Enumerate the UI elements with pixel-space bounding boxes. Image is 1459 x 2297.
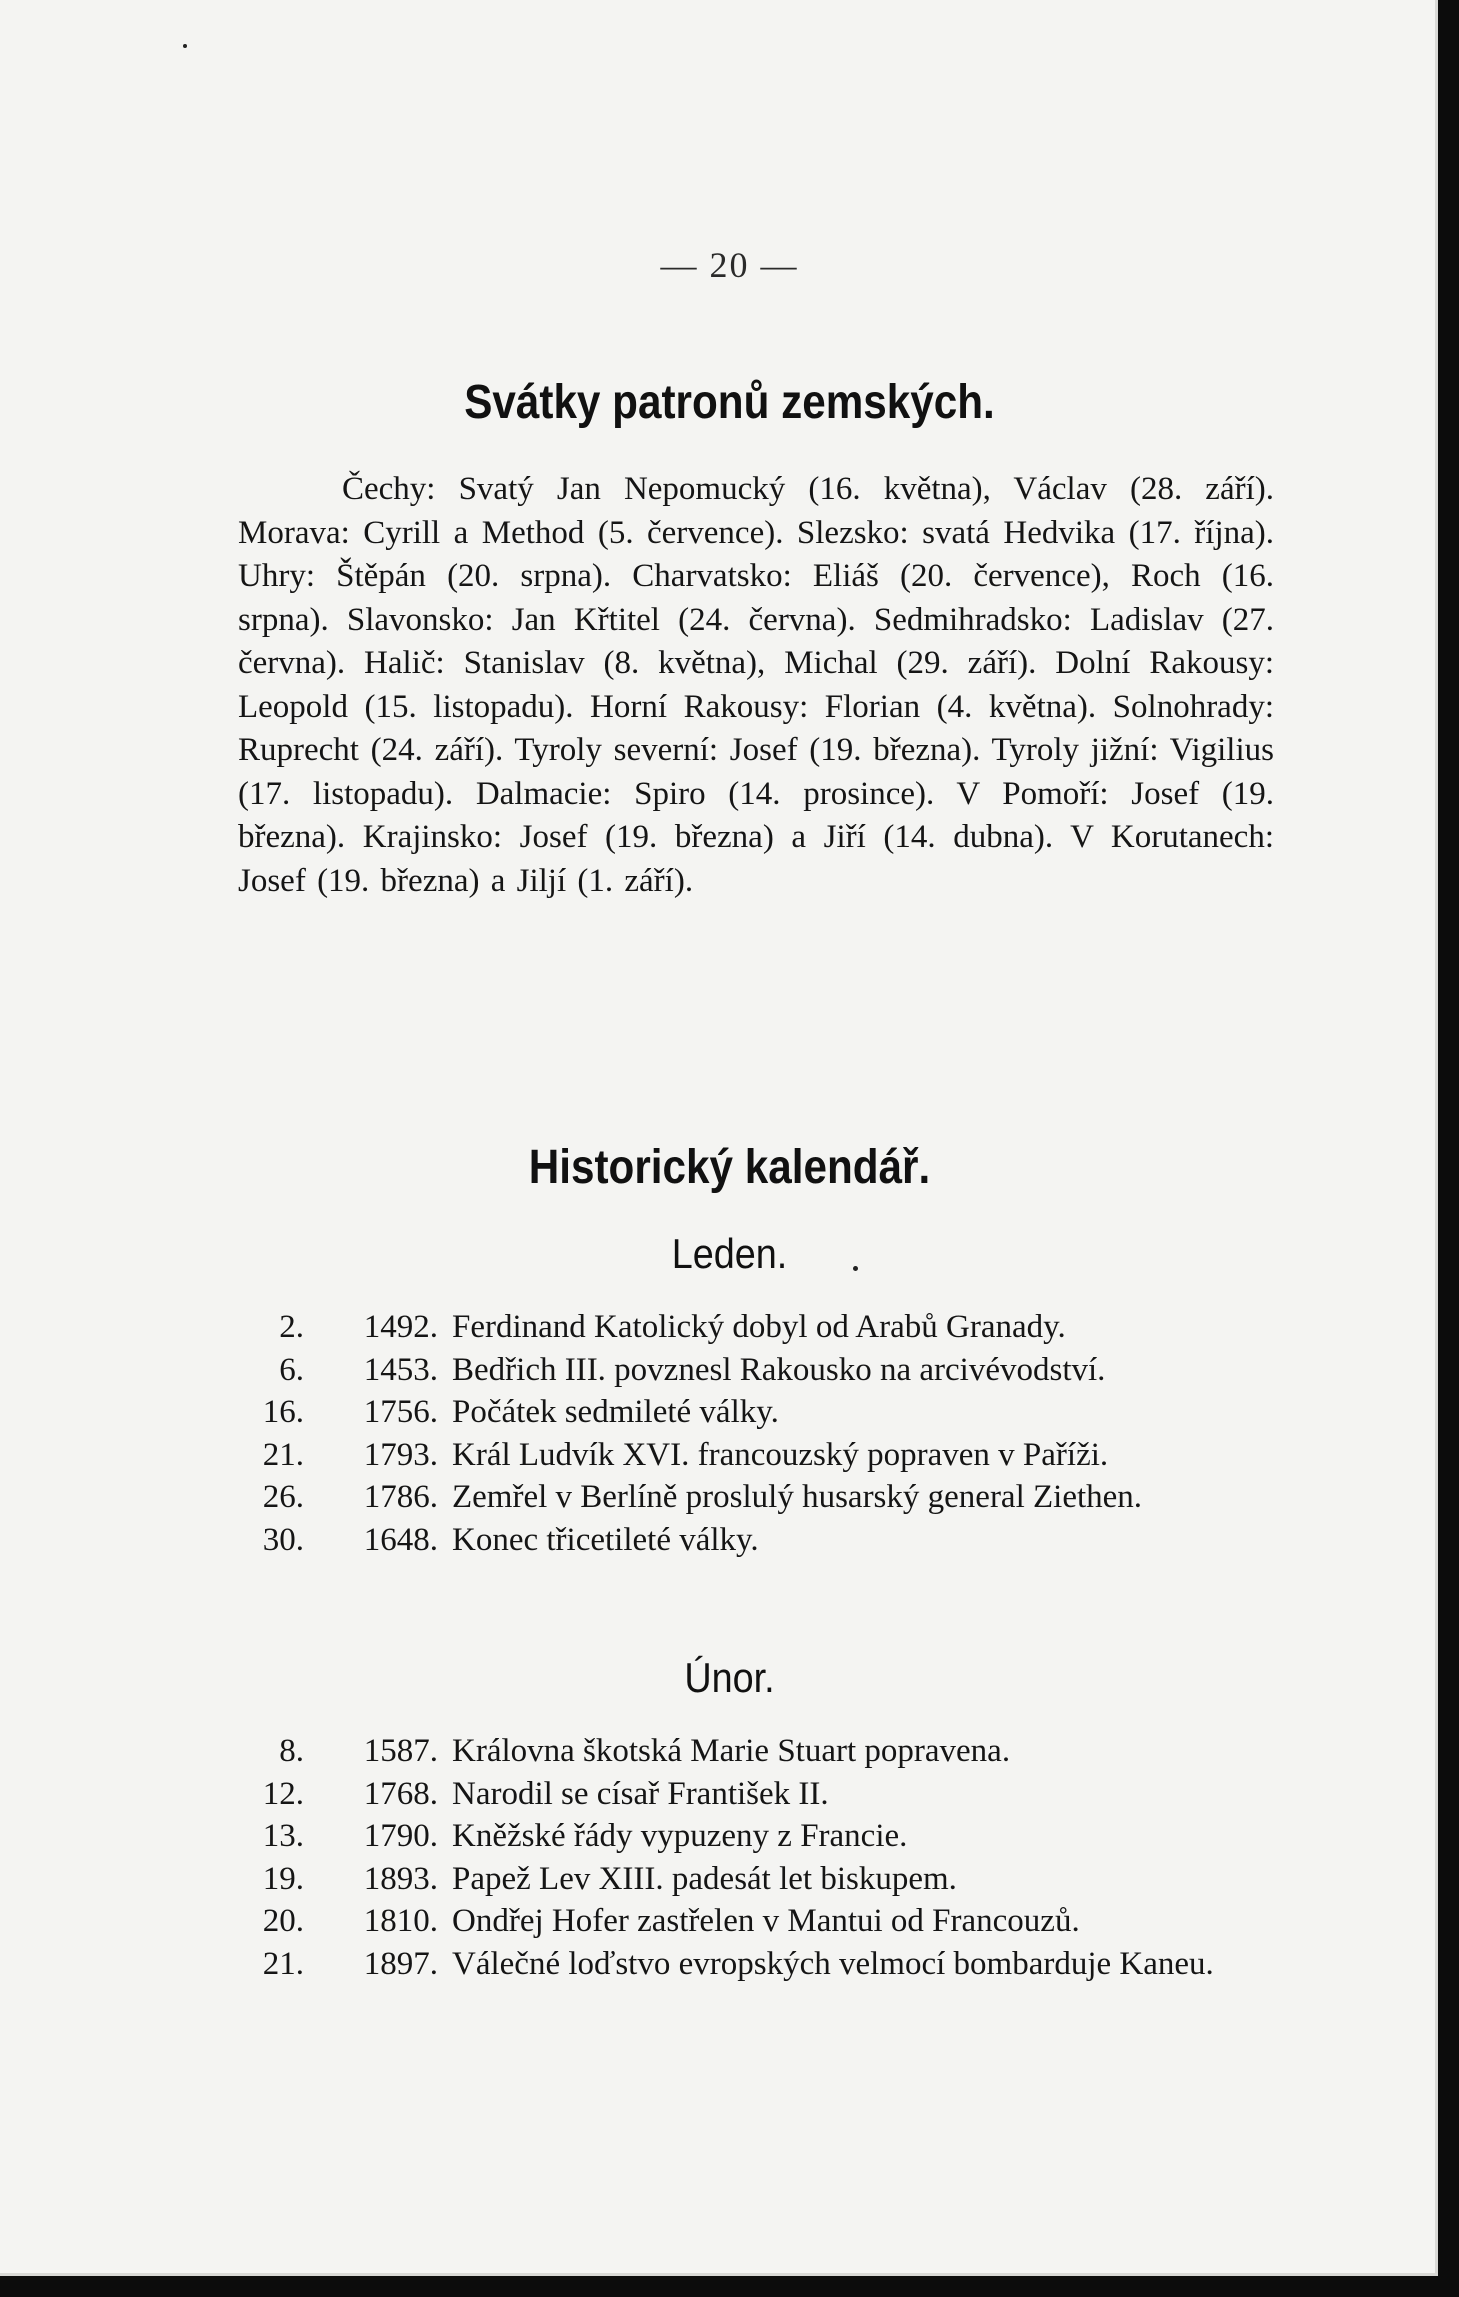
entry-year: 1453. [363, 1351, 438, 1388]
entry-text: Kněžské řády vypuzeny z Francie. [452, 1818, 908, 1854]
entry-year: 1893. [363, 1860, 438, 1897]
calendar-entry [238, 1519, 1274, 1562]
entry-day: 21. [262, 1945, 304, 1982]
entry-text: Zemřel v Berlíně proslulý husarský general Ziethen. [452, 1479, 1143, 1515]
entry-text: Ferdinand Katolický dobyl od Arabů Granady. [452, 1309, 1066, 1345]
entry-text: Narodil se císař František II. [452, 1775, 829, 1812]
entry-year: 1648. [363, 1521, 438, 1558]
entry-day: 20. [262, 1903, 304, 1939]
calendar-entry [238, 1815, 1274, 1858]
entry-year: 1786. [363, 1479, 438, 1515]
entry-text: Ondřej Hofer zastřelen v Mantui od Francouzů. [452, 1903, 1080, 1939]
calendar-entry [238, 1476, 1274, 1519]
february-events [238, 1730, 1274, 1985]
calendar-entry [238, 1434, 1274, 1477]
calendar-heading: Historický kalendář. [528, 1141, 931, 1194]
entry-day: 13. [262, 1818, 304, 1854]
entry-day: 19. [262, 1860, 304, 1897]
calendar-entry [238, 1349, 1274, 1392]
entry-day: 12. [262, 1775, 304, 1812]
entry-day: 26. [262, 1479, 304, 1515]
entry-day: 6. [279, 1351, 304, 1388]
calendar-entry [238, 1306, 1274, 1349]
entry-text: Válečné loďstvo evropských velmocí bombarduje Kaneu. [452, 1945, 1214, 1982]
entry-year: 1897. [363, 1945, 438, 1982]
entry-text: Počátek sedmileté války. [452, 1394, 779, 1430]
entry-text: Bedřich III. povznesl Rakousko na arcivévodství. [452, 1351, 1106, 1388]
entry-day: 16. [262, 1394, 304, 1430]
entry-day: 30. [262, 1521, 304, 1558]
entry-year: 1810. [363, 1903, 438, 1939]
entry-text: Královna škotská Marie Stuart popravena. [452, 1733, 1011, 1769]
patrons-paragraph: Čechy: Svatý Jan Nepomucký (16. května), Václav (28. září). Morava: Cyrill a Method (5. července). Slezsko: svatá Hedvika (17. října). Uhry: Štěpán (20. srpna). Charvatsko: Eliáš (20. července), Roch (16. srpna). Slavonsko: Jan Křtitel (24. června). Sedmihradsko: Ladislav (27. června). Halič: Stanislav (8. května), Michal (29. září). Dolní Rakousy: Leopold (15. listopadu). Horní Rakousy: Florian (4. května). Solnohrady: Ruprecht (24. září). Tyroly severní: Josef (19. března). Tyroly jižní: Vigilius (17. listopadu). Dalmacie: Spiro (14. prosince). V Pomoří: Josef (19. března). Krajinsko: Josef (19. března) a Jiří (14. dubna). V Korutanech: Josef (19. března) a Jiljí (1. září). [238, 471, 1274, 899]
page-number: — 20 — [660, 245, 799, 285]
ink-speck [183, 44, 187, 48]
january-events [238, 1306, 1274, 1561]
calendar-entry [238, 1943, 1274, 1986]
entry-day: 21. [262, 1436, 304, 1473]
entry-text: Konec třicetileté války. [452, 1521, 759, 1558]
calendar-entry [238, 1900, 1274, 1943]
entry-year: 1587. [363, 1733, 438, 1769]
entry-year: 1790. [363, 1818, 438, 1854]
month-heading-january: Leden. [671, 1230, 788, 1277]
entry-day: 8. [279, 1733, 304, 1769]
calendar-entry [238, 1773, 1274, 1816]
patrons-heading: Svátky patronů zemských. [464, 376, 995, 429]
entry-year: 1492. [363, 1309, 438, 1345]
entry-year: 1793. [363, 1436, 438, 1473]
entry-text: Papež Lev XIII. padesát let biskupem. [452, 1860, 957, 1897]
month-heading-february: Únor. [684, 1654, 775, 1701]
calendar-entry [238, 1391, 1274, 1434]
calendar-entry [238, 1730, 1274, 1773]
entry-year: 1756. [363, 1394, 438, 1430]
entry-day: 2. [279, 1309, 304, 1345]
entry-year: 1768. [363, 1775, 438, 1812]
entry-text: Král Ludvík XVI. francouzský popraven v Paříži. [452, 1436, 1109, 1473]
calendar-entry [238, 1858, 1274, 1901]
